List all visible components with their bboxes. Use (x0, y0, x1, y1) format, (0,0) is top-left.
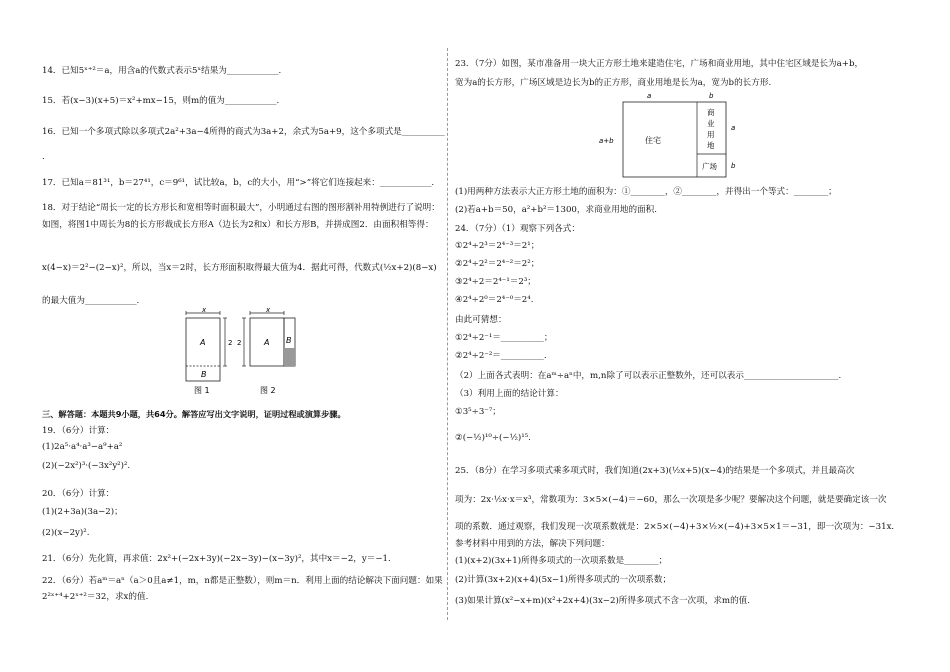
right-line: ①2⁴÷2⁻¹＝__________； (455, 333, 553, 343)
right-line: 由此可猜想： (455, 315, 507, 325)
right-line: (1)用两种方法表示大正方形土地的面积为：①________，②________，并得出一个等式：________； (455, 187, 837, 197)
right-line: 25．（8分）在学习多项式乘多项式时，我们知道(2x+3)(½x+5)(x−4)的结果是一个多项式，并且最高次 (455, 466, 855, 476)
rectangle-figure-18 (180, 308, 310, 398)
fig1-label-2: 2 (228, 339, 233, 347)
fig1-label-B: B (201, 370, 207, 379)
right-label-b: b (731, 162, 736, 170)
right-line: (1)(x+2)(3x+1)所得多项式的一次项系数是________； (455, 556, 668, 566)
right-line: 宽为a的长方形，广场区域是边长为b的正方形，商业用地是长为a，宽为b的长方形. (455, 78, 772, 88)
residential-label: 住宅 (645, 136, 661, 145)
fig1-label-A: A (200, 338, 206, 347)
right-line: (2)计算(3x+2)(x+4)(5x−1)所得多项式的一次项系数； (455, 575, 672, 585)
left-line: 16．已知一个多项式除以多项式2a²+3a−4所得的商式为3a+2，余式为5a+9，这个多项式是__________ (42, 127, 445, 137)
left-line: (2)(x−2y)². (42, 528, 90, 538)
square-label: 广场 (702, 162, 717, 171)
left-line: 20．（6分）计算： (42, 489, 115, 499)
left-line: (1)2a⁵·a⁴·a³−a⁹+a² (42, 442, 123, 452)
left-line: (1)(2+3a)(3a−2)； (42, 507, 123, 517)
fig2-label-A: A (264, 338, 270, 347)
land-plan-figure-23 (599, 91, 755, 181)
fig2-label-2: 2 (237, 339, 242, 347)
right-line: 23．（7分）如图，某市准备用一块大正方形土地来建造住宅，广场和商业用地，其中住宅区域是长为a+b， (455, 59, 864, 69)
fig2-label-B: B (286, 336, 292, 345)
left-line: 22．（6分）若aᵐ＝aⁿ（a＞0且a≠1，m，n都是正整数），则m＝n．利用上面的结论解决下面问题：如果 (42, 576, 443, 586)
commercial-char-3: 用 (707, 130, 715, 139)
commercial-char-4: 地 (707, 141, 715, 150)
right-line: 项为：2x·½x·x＝x³，常数项为：3×5×(−4)＝−60，那么一次项是多少呢？要解决这个问题，就是要确定该一次 (455, 495, 887, 505)
right-line: ①3⁵÷3⁻⁷； (455, 407, 501, 417)
fig1-label-x: x (202, 306, 207, 314)
right-line: ②2⁴÷2²＝2⁴⁻²＝2²； (455, 259, 540, 269)
right-line: （2）上面各式表明：在aᵐ÷aⁿ中，m,n除了可以表示正整数外，还可以表示______________________. (455, 371, 842, 381)
left-label-a-plus-b: a+b (599, 137, 614, 145)
right-line: ③2⁴÷2＝2⁴⁻¹＝2³； (455, 277, 536, 287)
column-divider (447, 48, 448, 620)
left-line: 17．已知a＝81³¹，b＝27⁴¹，c＝9⁶¹，试比较a，b，c的大小，用“>”将它们连接起来：____________. (42, 178, 435, 188)
right-line: 项的系数．通过观察，我们发现一次项系数就是：2×5×(−4)+3×½×(−4)+3×5×1＝−31，即一次项为：−31x. (455, 522, 895, 532)
left-line: 18．对于结论“周长一定的长方形长和宽相等时面积最大”，小明通过右图的图形割补用特例进行了说明： (42, 203, 440, 213)
right-line: ②2⁴÷2⁻²＝__________. (455, 351, 547, 361)
top-label-b: b (709, 92, 714, 100)
right-line: （3）利用上面的结论计算： (455, 389, 564, 399)
right-line: ①2⁴÷2³＝2⁴⁻³＝2¹； (455, 241, 540, 251)
right-line: 参考材料中用到的方法，解决下列问题： (455, 539, 610, 549)
left-line: . (42, 152, 45, 162)
right-line: (2)若a+b＝50，a²+b²＝1300，求商业用地的面积. (455, 205, 657, 215)
fig1-caption: 图 1 (194, 386, 210, 395)
right-line: ④2⁴÷2⁰＝2⁴⁻⁰＝2⁴. (455, 295, 534, 305)
left-line: 三、解答题：本题共9小题，共64分。解答应写出文字说明，证明过程或演算步骤。 (42, 409, 346, 419)
left-line: 19．（6分）计算： (42, 426, 115, 436)
left-line: 14．已知5ˣ⁺²＝a，用含a的代数式表示5ˣ结果为____________. (42, 66, 282, 76)
left-line: (2)(−2x²)³·(−3x²y²)². (42, 461, 131, 471)
fig2-caption: 图 2 (260, 386, 276, 395)
right-line: ②(−½)¹⁰÷(−½)¹⁵. (455, 433, 531, 443)
left-line: 2²ˣ⁺⁴+2ˣ⁺²＝32，求x的值. (42, 592, 149, 602)
commercial-char-1: 商 (707, 108, 715, 117)
left-line: 如图，将图1中周长为8的长方形裁成长方形A（边长为2和x）和长方形B，并拼成图2．由面积相等得： (42, 220, 434, 230)
right-line: (3)如果计算(x²−x+m)(x²+2x+4)(3x−2)所得多项式不含一次项，求m的值. (455, 596, 751, 606)
commercial-char-2: 业 (707, 119, 715, 128)
fig2-label-x: x (266, 306, 271, 314)
left-line: 21．（6分）先化简，再求值：2x²+(−2x+3y)(−2x−3y)−(x−3y)²，其中x＝−2，y＝−1. (42, 554, 391, 564)
left-line: 的最大值为____________. (42, 296, 140, 306)
left-line: 15．若(x−3)(x+5)＝x²+mx−15，则m的值为____________. (42, 96, 280, 106)
left-line: x(4−x)＝2²−(2−x)²，所以，当x＝2时，长方形面积取得最大值为4．据此可得，代数式(½x+2)(8−x) (42, 263, 437, 273)
right-line: 24．（7分）（1）观察下列各式： (455, 224, 580, 234)
right-label-a: a (731, 124, 736, 132)
top-label-a: a (647, 92, 652, 100)
